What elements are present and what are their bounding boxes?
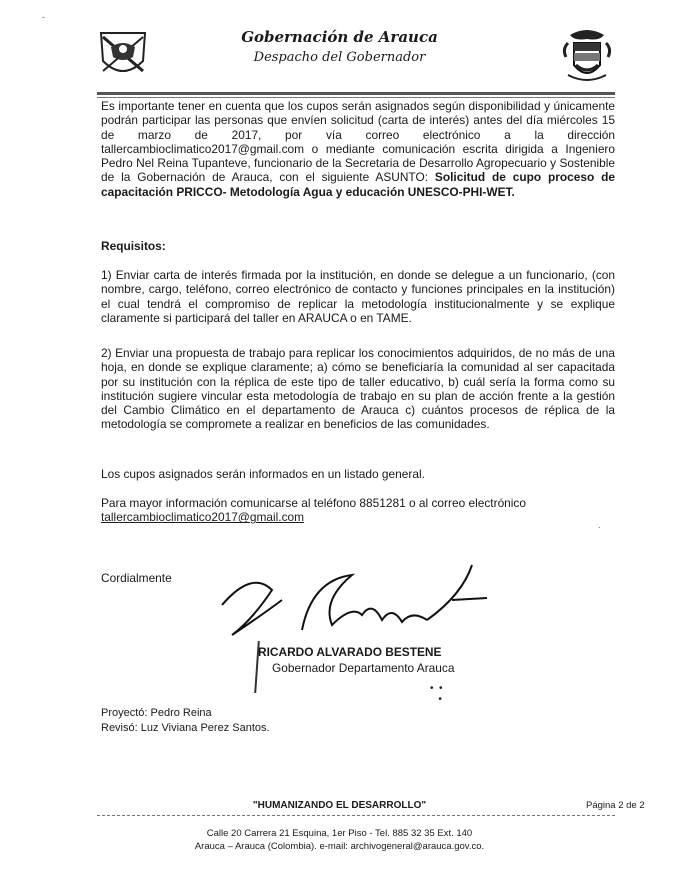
header-rule-thin (97, 97, 615, 98)
signer-name: RICARDO ALVARADO BESTENE (258, 645, 442, 659)
footer-address: Calle 20 Carrera 21 Esquina, 1er Piso - Tel. 885 32 35 Ext. 140 (206, 828, 473, 839)
page-number: Página 2 de 2 (586, 800, 645, 811)
signer-role: Gobernador Departamento Arauca (272, 661, 455, 675)
document-header-title: Gobernación de Arauca (241, 28, 438, 46)
intro-paragraph (101, 99, 615, 199)
scan-mark: . (598, 520, 601, 530)
requirement-1: 1) Enviar carta de interés firmada por la institución, en donde se delegue a un funcionario, (con nombre, cargo, teléfono, correo electrónico de contacto y funciones principales en la institución) el cual tendrá el compromiso de replicar la metodología institucionalmente y se explique claramente si participará del taller en ARAUCA o en TAME. (101, 268, 615, 325)
footer-motto: "HUMANIZANDO EL DESARROLLO" (252, 800, 427, 811)
salutation: Cordialmente (101, 571, 172, 585)
scan-mark: - (42, 12, 45, 22)
contact-text: Para mayor información comunicarse al teléfono 8851281 o al correo electrónico (101, 496, 526, 510)
footer-contact: Arauca – Arauca (Colombia). e-mail: archivogeneral@arauca.gov.co. (194, 841, 485, 852)
contact-paragraph (101, 496, 615, 525)
intro-text: Es importante tener en cuenta que los cupos serán asignados según disponibilidad y únicamente podrán participar las personas que envíen solicitud (carta de interés) antes del día miércoles 15 de marzo de 2017, por vía correo electrónico a la dirección tallercambioclimatico2017@gmail.com o mediante comunicación escrita dirigida a Ingeniero Pedro Nel Reina Tupanteve, funcionario de la Secretaria de Desarrollo Agropecuario y Sostenible de la Gobernación de Arauca, con el siguiente ASUNTO: (101, 99, 615, 185)
subject-text: Solicitud de cupo proceso de capacitación PRICCO- Metodología Agua y educación UNESCO-PHI-WET. (101, 170, 615, 199)
footer-rule (97, 815, 615, 816)
prepared-by: Proyectó: Pedro Reina (101, 707, 212, 719)
header-rule-thick (97, 92, 615, 95)
reviewed-by: Revisó: Luz Viviana Perez Santos. (101, 722, 270, 734)
requirement-2: 2) Enviar una propuesta de trabajo para replicar los conocimientos adquiridos, de no más de una hoja, en donde se explique claramente; a) cómo se beneficiaría la comunidad al ser capacitada por su institución con la réplica de este tipo de taller educativo, b) cuál sería la forma como su institución sugiere vincular esta metodología de trabajo en su plan de acción frente a la gestión del Cambio Climático en el departamento de Arauca c) cuántos procesos de réplica de la metodología se compromete a realizar en beneficios de las comunidades. (101, 346, 615, 432)
colombia-coat-of-arms-icon (560, 27, 614, 87)
requirements-heading: Requisitos: (101, 239, 166, 253)
ink-marks: • • • (430, 683, 443, 705)
cupos-notice: Los cupos asignados serán informados en un listado general. (101, 467, 425, 481)
contact-email-link[interactable]: tallercambioclimatico2017@gmail.com (101, 510, 305, 525)
handwritten-signature (212, 560, 502, 640)
document-header-subtitle: Despacho del Gobernador (253, 50, 426, 65)
